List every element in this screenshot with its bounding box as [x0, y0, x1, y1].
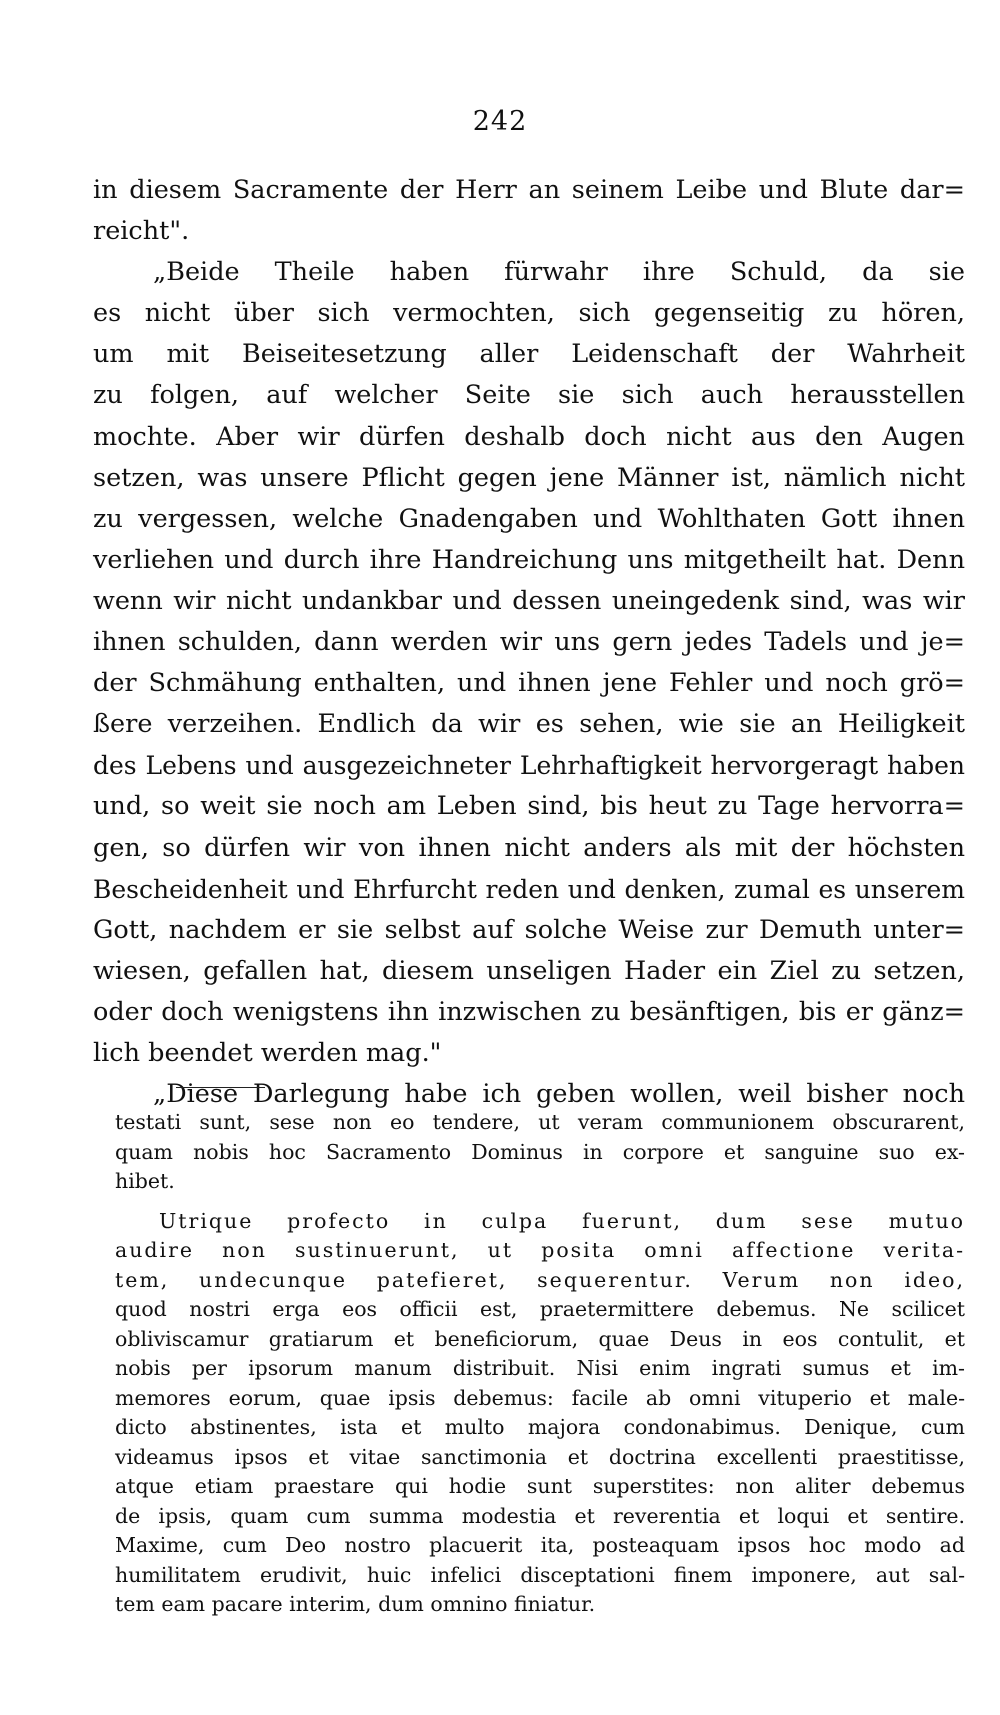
text-line: mochte. Aber wir dürfen deshalb doch nicht aus den Augen — [93, 421, 965, 452]
text-line: um mit Beiseitesetzung aller Leidenschaft der Wahrheit — [93, 339, 965, 370]
footnote-line: quod nostri erga eos officii est, praetermittere debemus. Ne scilicet — [115, 1297, 965, 1321]
footnote-line: Maxime, cum Deo nostro placuerit ita, posteaquam ipsos hoc modo ad — [115, 1533, 965, 1557]
footnote-line: audire non sustinuerunt, ut posita omni affectione verita- — [115, 1238, 965, 1262]
footnote-line: humilitatem erudivit, huic infelici disceptationi finem imponere, aut sal- — [115, 1562, 965, 1587]
main-text-block — [93, 170, 965, 1115]
text-line: „Diese Darlegung habe ich geben wollen, weil bisher noch — [153, 1079, 965, 1110]
text-line: der Schmähung enthalten, und ihnen jene Fehler und noch grö= — [93, 668, 965, 699]
footnote-line: de ipsis, quam cum summa modestia et reverentia et loqui et sentire. — [115, 1503, 965, 1528]
page-number: 242 — [472, 106, 528, 137]
text-line: zu folgen, auf welcher Seite sie sich auch herausstellen — [93, 380, 965, 411]
text-line: setzen, was unsere Pflicht gegen jene Männer ist, nämlich nicht — [93, 462, 965, 493]
footnote-line: videamus ipsos et vitae sanctimonia et doctrina excellenti praestitisse, — [115, 1444, 965, 1469]
text-line: reicht". — [93, 216, 190, 247]
footnote-line: atque etiam praestare qui hodie sunt superstites: non aliter debemus — [115, 1474, 965, 1498]
text-line: in diesem Sacramente der Herr an seinem Leibe und Blute dar= — [93, 175, 965, 205]
footnote-line: tem eam pacare interim, dum omnino finiatur. — [115, 1592, 596, 1616]
footnote-separator — [176, 1087, 265, 1088]
text-line: und, so weit sie noch am Leben sind, bis heut zu Tage hervorra= — [93, 791, 965, 822]
footnote-block — [115, 1108, 965, 1620]
text-line: des Lebens und ausgezeichneter Lehrhaftigkeit hervorgeragt haben — [93, 751, 965, 781]
footnote-line: dicto abstinentes, ista et multo majora condonabimus. Denique, cum — [115, 1415, 965, 1439]
footnote-line: tem, undecunque patefieret, sequerentur. Verum non ideo, — [115, 1267, 965, 1292]
text-line: ihnen schulden, dann werden wir uns gern jedes Tadels und je= — [93, 627, 965, 658]
footnote-line: hibet. — [115, 1169, 175, 1193]
text-line: wenn wir nicht undankbar und dessen uneingedenk sind, was wir — [93, 585, 965, 616]
text-line: Gott, nachdem er sie selbst auf solche Weise zur Demuth unter= — [93, 914, 965, 945]
footnote-line: Utrique profecto in culpa fuerunt, dum sese mutuo — [159, 1208, 965, 1233]
text-line: verliehen und durch ihre Handreichung uns mitgetheilt hat. Denn — [93, 544, 965, 575]
text-line: lich beendet werden mag." — [93, 1037, 442, 1068]
paragraph-gap — [115, 1197, 965, 1207]
text-line: ßere verzeihen. Endlich da wir es sehen, wie sie an Heiligkeit — [93, 709, 965, 740]
text-line: es nicht über sich vermochten, sich gegenseitig zu hören, — [93, 298, 965, 329]
footnote-line: testati sunt, sese non eo tendere, ut veram communionem obscurarent, — [115, 1110, 965, 1134]
text-line: zu vergessen, welche Gnadengaben und Wohlthaten Gott ihnen — [93, 503, 965, 534]
footnote-line: quam nobis hoc Sacramento Dominus in corpore et sanguine suo ex- — [115, 1139, 965, 1164]
text-line: gen, so dürfen wir von ihnen nicht anders als mit der höchsten — [93, 832, 965, 863]
footnote-line: nobis per ipsorum manum distribuit. Nisi enim ingrati sumus et im- — [115, 1356, 965, 1380]
text-line: wiesen, gefallen hat, diesem unseligen Hader ein Ziel zu setzen, — [93, 955, 965, 986]
footnote-line: obliviscamur gratiarum et beneficiorum, quae Deus in eos contulit, et — [115, 1326, 965, 1351]
text-line: „Beide Theile haben fürwahr ihre Schuld, da sie — [153, 257, 965, 288]
footnote-line: memores eorum, quae ipsis debemus: facile ab omni vituperio et male- — [115, 1385, 965, 1410]
text-line: oder doch wenigstens ihn inzwischen zu besänftigen, bis er gänz= — [93, 996, 965, 1027]
text-line: Bescheidenheit und Ehrfurcht reden und denken, zumal es unserem — [93, 874, 965, 904]
